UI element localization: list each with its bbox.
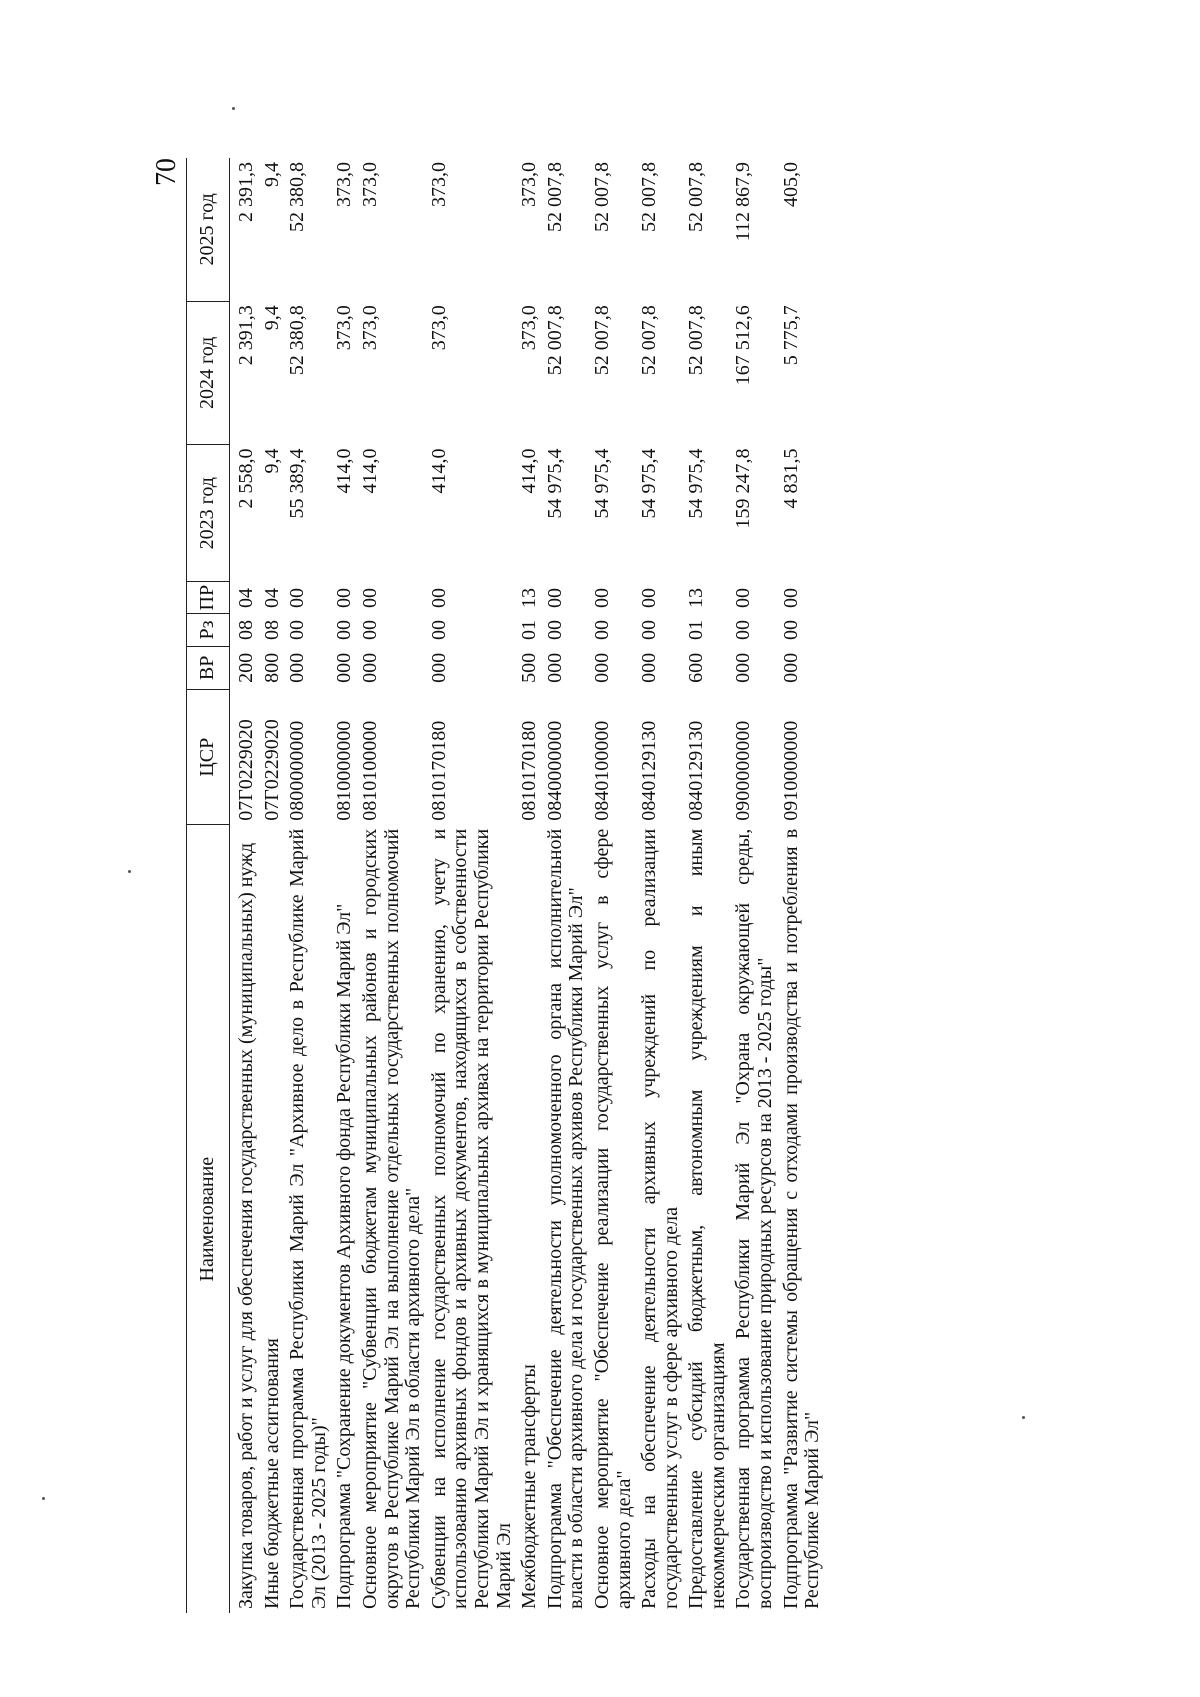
row-vr: 600 [685, 652, 708, 683]
header-csr: ЦСР [187, 690, 230, 825]
row-vr: 200 [235, 652, 257, 683]
row-2024: 373,0 [333, 305, 356, 351]
row-csr: 0810170180 [427, 720, 450, 821]
table-row [637, 158, 684, 1613]
row-2023: 414,0 [518, 448, 541, 494]
table-row [260, 158, 286, 1613]
row-rz: 00 [732, 620, 755, 641]
row-rz: 08 [260, 620, 283, 641]
row-pr: 00 [638, 587, 661, 608]
row-vr: 000 [286, 652, 309, 683]
table-row [358, 158, 427, 1613]
row-name: Подпрограмма "Обеспечение деятельности уполномоченного органа исполнительной власти в области архивного дела и государственных архивов Республики Марий Эл" [543, 828, 588, 1609]
row-csr: 0910000000 [779, 720, 802, 821]
row-2023: 54 975,4 [638, 448, 661, 519]
table-body [230, 158, 826, 1613]
row-pr: 00 [427, 587, 450, 608]
row-2024: 52 007,8 [685, 305, 708, 376]
row-csr: 0810100000 [358, 720, 381, 821]
row-rz: 00 [543, 620, 566, 641]
row-2024: 373,0 [518, 305, 541, 351]
header-rz: Рз [187, 614, 230, 646]
page-number: 70 [151, 158, 182, 186]
row-pr: 13 [518, 587, 541, 608]
row-2023: 2 558,0 [235, 448, 257, 509]
row-2025: 52 007,8 [638, 162, 661, 232]
table-row [427, 158, 517, 1613]
table-row [779, 158, 826, 1613]
budget-table-rotated [186, 158, 1051, 1613]
row-name: Расходы на обеспечение деятельности архивных учреждений по реализации государственных услуг в сфере архивного дела [638, 828, 682, 1609]
row-2025: 112 867,9 [732, 162, 755, 242]
row-2024: 2 391,3 [235, 305, 257, 366]
row-2025: 52 007,8 [543, 162, 566, 232]
header-pr: ПР [187, 582, 230, 614]
row-rz: 00 [590, 620, 613, 641]
row-rz: 00 [333, 620, 356, 641]
row-vr: 000 [638, 652, 661, 683]
row-2024: 52 007,8 [590, 305, 613, 376]
row-vr: 000 [358, 652, 381, 683]
row-name: Подпрограмма "Развитие системы обращения с отходами производства и потребления в Республике Марий Эл" [779, 828, 824, 1609]
row-2023: 159 247,8 [732, 448, 755, 529]
row-2023: 9,4 [260, 448, 283, 474]
table-row [230, 158, 260, 1613]
row-name: Государственная программа Республики Марий Эл "Архивное дело в Республике Марий Эл (2013 - 2025 годы)" [286, 828, 330, 1609]
row-pr: 00 [779, 587, 802, 608]
row-csr: 0810000000 [333, 720, 356, 821]
header-2023: 2023 год [187, 444, 230, 581]
row-2023: 414,0 [427, 448, 450, 494]
row-2024: 52 007,8 [543, 305, 566, 376]
row-name: Основное мероприятие "Обеспечение реализации государственных услуг в сфере архивного дела" [590, 828, 635, 1609]
row-2023: 54 975,4 [590, 448, 613, 519]
table-row [285, 158, 332, 1613]
row-2023: 4 831,5 [779, 448, 802, 509]
row-rz: 00 [638, 620, 661, 641]
row-2025: 373,0 [333, 162, 356, 207]
header-2024: 2024 год [187, 301, 230, 444]
table-row [543, 158, 590, 1613]
row-2024: 373,0 [427, 305, 450, 351]
row-2024: 373,0 [358, 305, 381, 351]
header-name: Наименование [187, 825, 230, 1613]
row-csr: 0840129130 [685, 720, 708, 821]
scan-speck [128, 870, 131, 873]
row-2025: 405,0 [779, 162, 802, 207]
row-vr: 000 [732, 652, 755, 683]
table-row [684, 158, 731, 1613]
row-rz: 01 [685, 620, 708, 641]
row-2025: 373,0 [427, 162, 450, 207]
row-pr: 13 [685, 587, 708, 608]
row-rz: 08 [235, 620, 257, 641]
row-pr: 00 [543, 587, 566, 608]
row-rz: 00 [427, 620, 450, 641]
row-vr: 000 [427, 652, 450, 683]
row-2025: 373,0 [518, 162, 541, 207]
row-csr: 0900000000 [732, 720, 755, 821]
row-2024: 5 775,7 [779, 305, 802, 366]
row-vr: 000 [333, 652, 356, 683]
row-2025: 52 380,8 [286, 162, 309, 232]
row-vr: 800 [260, 652, 283, 683]
row-rz: 00 [358, 620, 381, 641]
row-vr: 000 [590, 652, 613, 683]
row-2024: 9,4 [260, 305, 283, 331]
row-pr: 00 [590, 587, 613, 608]
row-name: Межбюджетные трансферты [518, 1364, 541, 1609]
row-2023: 54 975,4 [543, 448, 566, 519]
row-pr: 04 [260, 587, 283, 608]
header-vr: ВР [187, 646, 230, 690]
row-name: Закупка товаров, работ и услуг для обеспечения государственных (муниципальных) нужд [235, 842, 257, 1609]
row-name: Предоставление субсидий бюджетным, автономным учреждениям и иным некоммерческим организациям [685, 828, 729, 1609]
header-row [187, 158, 230, 1613]
row-pr: 00 [333, 587, 356, 608]
row-pr: 00 [732, 587, 755, 608]
row-2025: 9,4 [260, 162, 283, 187]
row-pr: 00 [358, 587, 381, 608]
row-csr: 0810170180 [518, 720, 541, 821]
row-2025: 373,0 [358, 162, 381, 207]
row-vr: 500 [518, 652, 541, 683]
table-row [332, 158, 358, 1613]
row-csr: 0840000000 [543, 720, 566, 821]
header-2025: 2025 год [187, 158, 230, 301]
row-csr: 07Г0229020 [260, 719, 283, 821]
row-2025: 2 391,3 [235, 162, 257, 222]
row-name: Подпрограмма "Сохранение документов Архивного фонда Республики Марий Эл" [333, 903, 356, 1609]
row-vr: 000 [779, 652, 802, 683]
row-rz: 00 [286, 620, 309, 641]
row-csr: 0800000000 [286, 720, 309, 821]
row-2023: 414,0 [333, 448, 356, 494]
table-row [731, 158, 778, 1613]
row-2024: 52 380,8 [286, 305, 309, 376]
row-2023: 414,0 [358, 448, 381, 494]
row-name: Иные бюджетные ассигнования [260, 1338, 283, 1609]
row-2024: 52 007,8 [638, 305, 661, 376]
row-2024: 167 512,6 [732, 305, 755, 386]
budget-table [186, 158, 826, 1613]
row-2025: 52 007,8 [590, 162, 613, 232]
row-name: Государственная программа Республики Марий Эл "Охрана окружающей среды, воспроизводство и использование природных ресурсов на 2013 - 2025 годы" [732, 828, 777, 1609]
row-csr: 07Г0229020 [235, 719, 257, 821]
row-name: Основное мероприятие "Субвенции бюджетам муниципальных районов и городских округов в Республике Марий Эл на выполнение отдельных государственных полномочий Республики Марий Эл в области архивного дела" [358, 828, 425, 1609]
row-csr: 0840129130 [638, 720, 661, 821]
row-pr: 00 [286, 587, 309, 608]
row-2023: 54 975,4 [685, 448, 708, 519]
row-2023: 55 389,4 [286, 448, 309, 519]
row-csr: 0840100000 [590, 720, 613, 821]
scan-speck [42, 1497, 45, 1500]
table-row [590, 158, 637, 1613]
row-vr: 000 [543, 652, 566, 683]
table-row [517, 158, 543, 1613]
row-pr: 04 [235, 587, 257, 608]
row-rz: 00 [779, 620, 802, 641]
row-name: Субвенции на исполнение государственных полномочий по хранению, учету и использованию архивных фондов и архивных документов, находящихся в собственности Республики Марий Эл и хранящихся в муниципальных архивах на территории Республики Марий Эл [427, 828, 515, 1609]
row-rz: 01 [518, 620, 541, 641]
scan-speck [232, 107, 235, 110]
row-2025: 52 007,8 [685, 162, 708, 232]
